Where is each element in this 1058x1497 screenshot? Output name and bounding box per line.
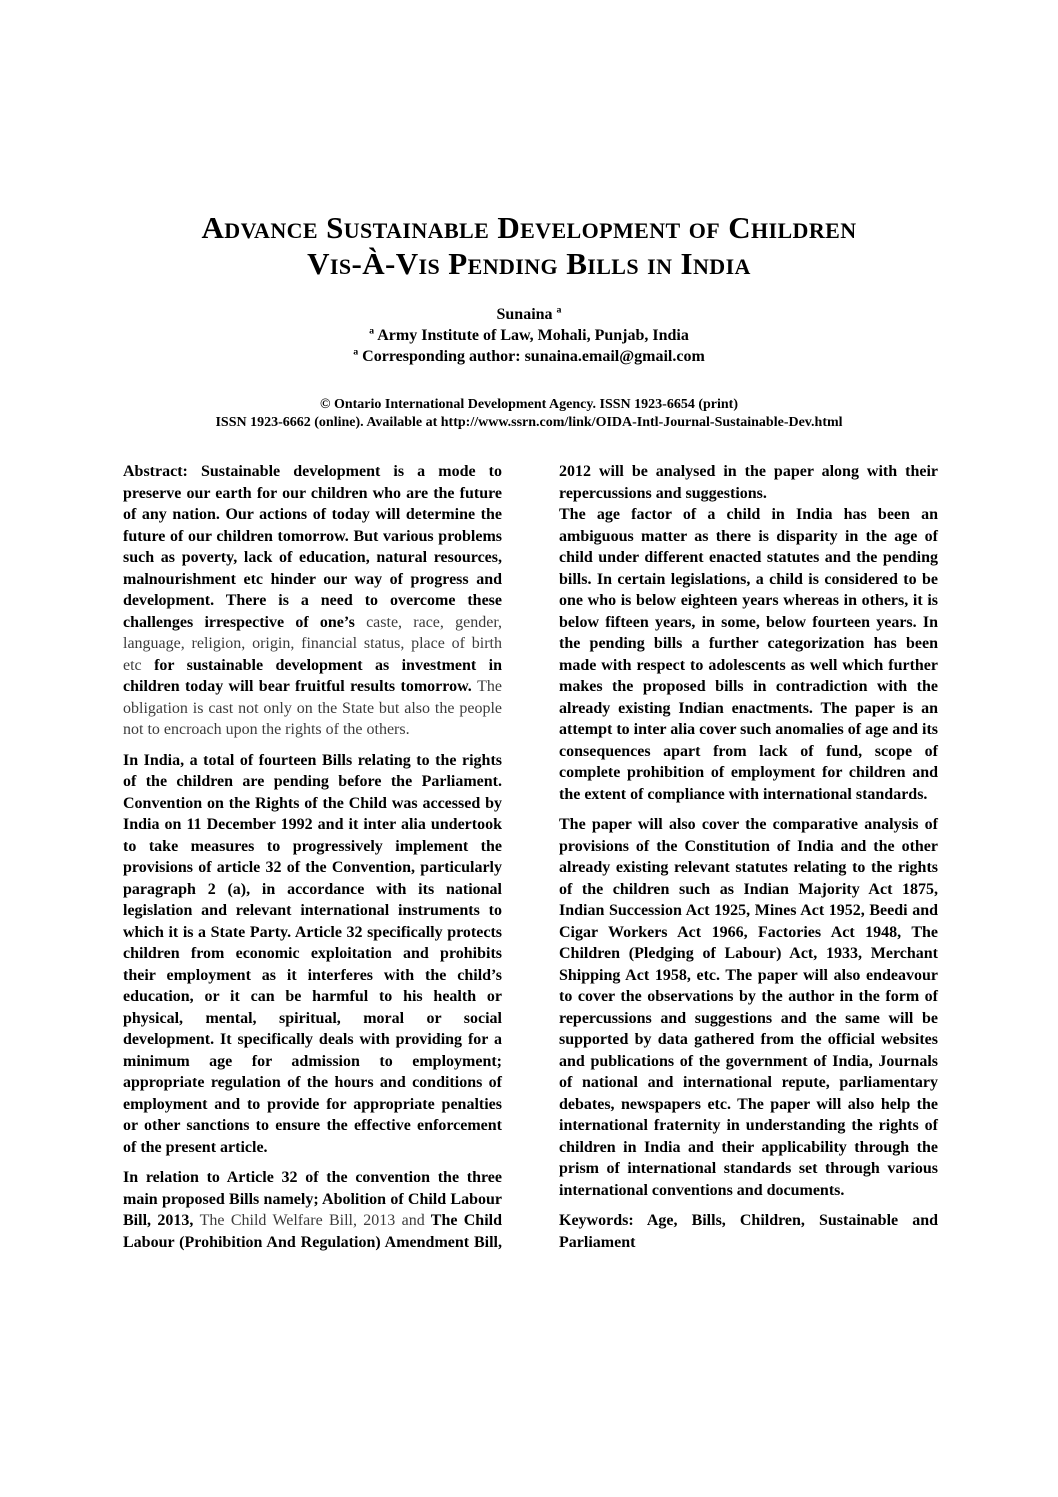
abstract-paragraph-2: In India, a total of fourteen Bills relating to the rights of the children are pending before the Parliament. Convention on the Rights of the Child was accessed by India on 11 December 1992 and it inter alia undertook to take measures to progressively implement the provisions of article 32 of the Convention, particularly paragraph 2 (a), in accordance with its national legislation and relevant international instruments to which it is a State Party. Article 32 specifically protects children from economic exploitation and prohibits their employment as it interferes with the child’s education, or it can be harmful to his health or physical, mental, spiritual, moral or social development. It specifically deals with providing for a minimum age for admission to employment; appropriate regulation of the hours and conditions of employment and to provide for appropriate penalties or other sanctions to ensure the effective enforcement of the present article. <box>123 751 502 1156</box>
author-name-superscript: a <box>556 304 562 316</box>
author-name: Sunaina <box>496 306 553 323</box>
affiliation-superscript: a <box>369 325 375 337</box>
abstract-p3-seg2-light: The Child Welfare Bill, 2013 and <box>199 1212 425 1229</box>
corresponding-author-line <box>0 346 1058 367</box>
abstract-p3-seg3: The Child Labour (Prohibition And Regulation) Amendment Bill, 2012 will be analysed in the paper along with their repercussions and suggestions. <box>123 463 938 1251</box>
abstract-paragraph-4: The age factor of a child in India has been an ambiguous matter as there is disparity in the age of child under different enacted statutes and the pending bills. In certain legislations, a child is considered to be one who is below eighteen years whereas in others, it is below fifteen years, in some, below fourteen years. In the pending bills a further categorization has been made with respect to adolescents as well which further makes the proposed bills in contradiction with the already existing Indian enactments. The paper is an attempt to inter alia cover such anomalies of age and its consequences apart from lack of fund, scope of complete prohibition of employment for children and the extent of compliance with international standards. <box>559 506 938 803</box>
paper-title-line2: Vis-À-Vis Pending Bills in India <box>307 246 751 281</box>
abstract-p1-seg3: for sustainable development as investment in children today will bear fruitful results tomorrow. <box>123 656 503 695</box>
abstract-paragraph-5: The paper will also cover the comparative analysis of provisions of the Constitution of India and the other already existing relevant statutes relating to the rights of the children such as Indian Majority Act 1875, Indian Succession Act 1925, Mines Act 1952, Beedi and Cigar Workers Act 1966, Factories Act 1948, The Children (Pledging of Labour) Act, 1933, Merchant Shipping Act 1958, etc. The paper will also endeavour to cover the observations by the author in the form of repercussions and suggestions and the same will be supported by data gathered from the official websites and publications of the government of India, Journals of national and international repute, parliamentary debates, newspapers etc. The paper will also help the international fraternity in understanding the rights of children in India and their applicability through the prism of international standards set through various international conventions and documents. <box>559 816 938 1199</box>
corresponding-author-email: sunaina.email@gmail.com <box>524 348 705 365</box>
imprint-line2: ISSN 1923-6662 (online). Available at http://www.ssrn.com/link/OIDA-Intl-Journal-Sustainable-Dev.html <box>215 415 843 430</box>
author-affiliation: Army Institute of Law, Mohali, Punjab, India <box>377 327 689 344</box>
imprint-line1: © Ontario International Development Agency. ISSN 1923-6654 (print) <box>319 397 738 412</box>
paper-title-line1: Advance Sustainable Development of Children <box>201 210 857 245</box>
corresponding-superscript: a <box>353 346 359 358</box>
abstract-p1-seg1: Sustainable development is a mode to preserve our earth for our children who are the future of any nation. Our actions of today will determine the future of our children tomorrow. But various problems such as poverty, lack of education, natural resources, malnourishment etc hinder our way of progress and development. There is a need to overcome these challenges irrespective of one’s <box>123 463 502 631</box>
abstract-columns <box>123 461 938 1253</box>
keywords-text: Age, Bills, Children, Sustainable and Parliament <box>559 1212 938 1251</box>
keywords-line <box>559 1210 938 1253</box>
keywords-label: Keywords: <box>559 1212 634 1229</box>
paper-title <box>0 210 1058 282</box>
abstract-p1-seg2-light: caste, race, gender, language, religion, origin, financial status, place of birth etc <box>123 613 503 674</box>
abstract-label: Abstract: <box>123 463 188 480</box>
corresponding-author-label: Corresponding author: <box>362 348 521 365</box>
abstract-paragraph-1 <box>123 461 502 741</box>
imprint-block <box>0 396 1058 432</box>
abstract-p1-seg4-light: The obligation is cast not only on the State but also the people not to encroach upon the rights of the others. <box>123 678 503 738</box>
author-block <box>0 304 1058 367</box>
abstract-p3-seg1: In relation to Article 32 of the convention the three main proposed Bills namely; Abolition of Child Labour Bill, 2013, <box>123 1169 502 1229</box>
author-affiliation-line <box>0 325 1058 346</box>
author-name-line <box>0 304 1058 325</box>
